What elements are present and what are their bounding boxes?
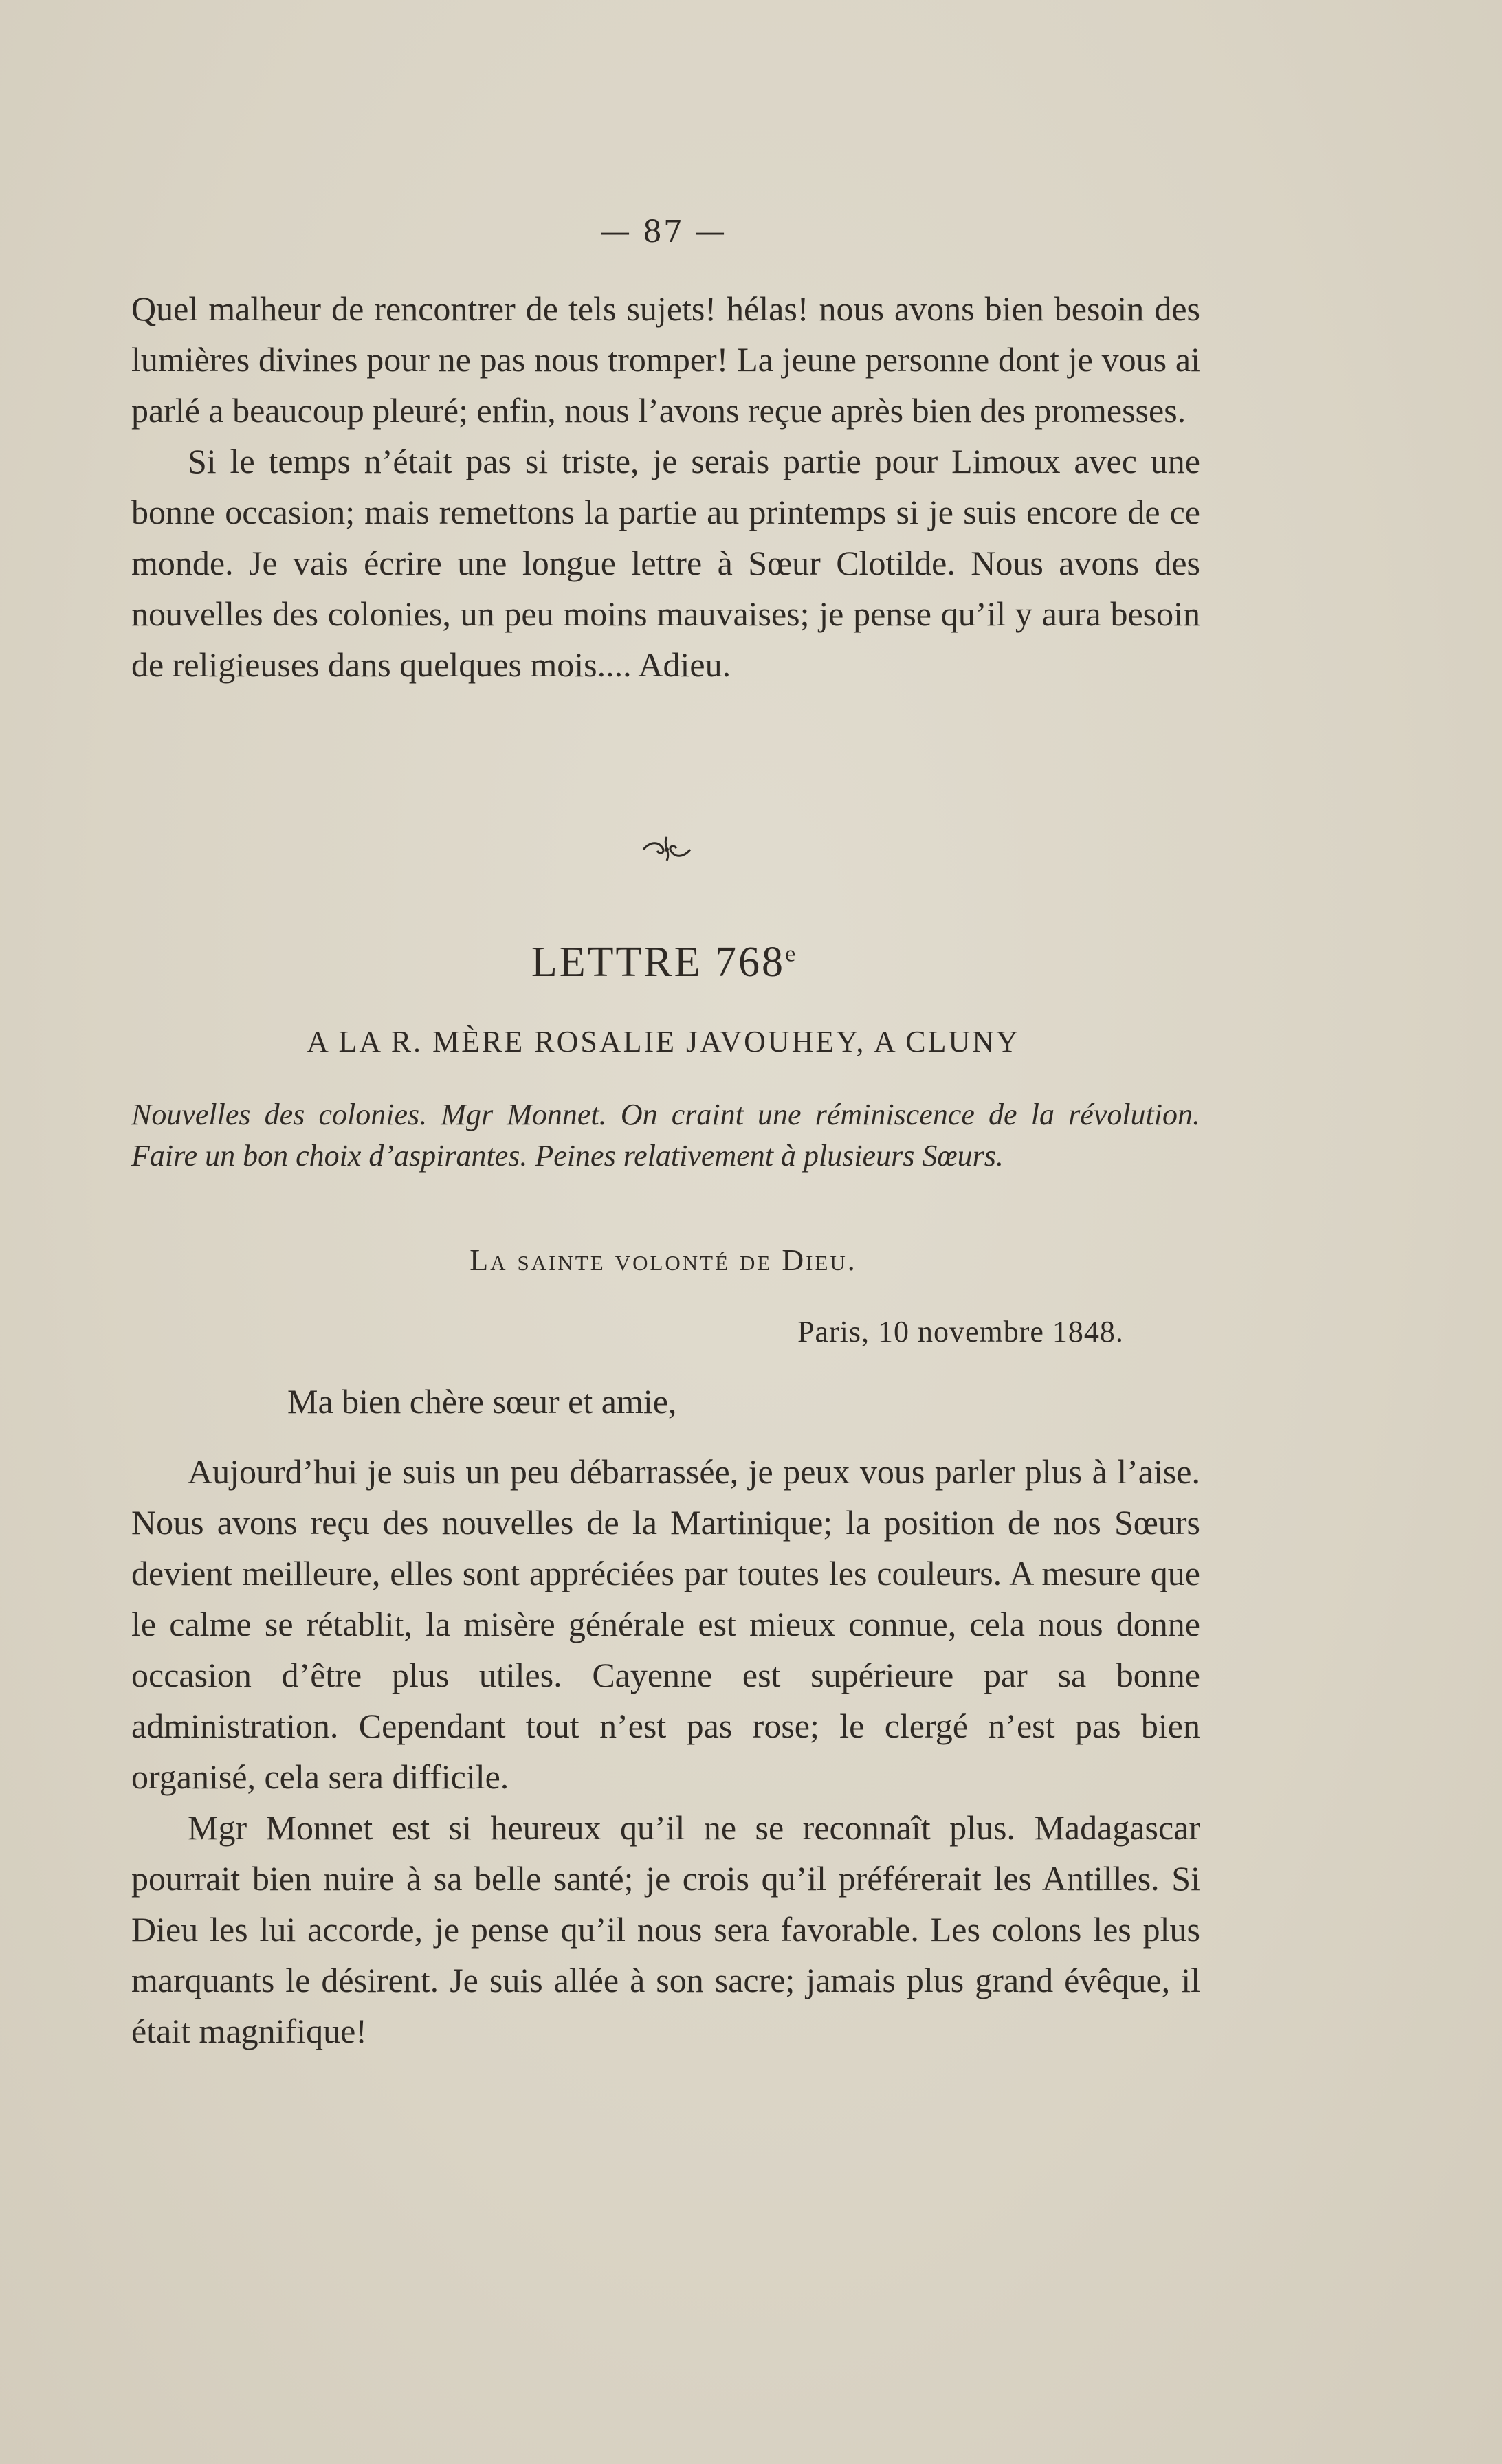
continuation-paragraph-2: Si le temps n’était pas si triste, je serais partie pour Limoux avec une bonne occasion; mais remettons la partie au printemps si je suis encore de ce monde. Je vais écrire une longue lettre à Sœur Clotilde. Nous avons des nouvelles des colonies, un peu moins mauvaises; je pense qu’il y aura besoin de religieuses dans quelques mois.... Adieu. — [131, 442, 1200, 684]
letter-salutation: Ma bien chère sœur et amie, — [287, 1382, 677, 1421]
page-number: — 87 — — [600, 214, 727, 249]
letter-title — [0, 938, 1327, 987]
letter-summary: Nouvelles des colonies. Mgr Monnet. On craint une réminiscence de la révolution. Faire un bon choix d’aspirantes. Peines relativement à plusieurs Sœurs. — [131, 1098, 1200, 1173]
letter-motto: La sainte volonté de Dieu. — [470, 1243, 857, 1277]
letter-title-text: LETTRE 768 — [531, 939, 786, 986]
letter-title-suffix: e — [785, 941, 796, 967]
letter-dateline: Paris, 10 novembre 1848. — [797, 1315, 1124, 1348]
letter-body — [131, 1446, 1200, 2056]
continuation-text — [131, 283, 1200, 690]
continuation-paragraph-1: Quel malheur de rencontrer de tels sujets! hélas! nous avons bien besoin des lumières divines pour ne pas nous tromper! La jeune personne dont je vous ai parlé a beaucoup pleuré; enfin, nous l’avons reçue après bien des promesses. — [131, 289, 1200, 430]
fleuron-icon — [639, 832, 694, 866]
letter-paragraph-1: Aujourd’hui je suis un peu débarrassée, je peux vous parler plus à l’aise. Nous avons reçu des nouvelles de la Martinique; la position de nos Sœurs devient meilleure, elles sont appréciées par toutes les couleurs. A mesure que le calme se rétablit, la misère générale est mieux connue, cela nous donne occasion d’être plus utiles. Cayenne est supérieure par sa bonne administration. Cependant tout n’est pas rose; le clergé n’est pas bien organisé, cela sera difficile. — [131, 1452, 1200, 1796]
letter-paragraph-2: Mgr Monnet est si heureux qu’il ne se reconnaît plus. Madagascar pourrait bien nuire à sa belle santé; je crois qu’il préférerait les Antilles. Si Dieu les lui accorde, je pense qu’il nous sera favorable. Les colons les plus marquants le désirent. Je suis allée à son sacre; jamais plus grand évêque, il était magnifique! — [131, 1808, 1200, 2050]
letter-addressee: A LA R. MÈRE ROSALIE JAVOUHEY, A CLUNY — [307, 1025, 1020, 1058]
